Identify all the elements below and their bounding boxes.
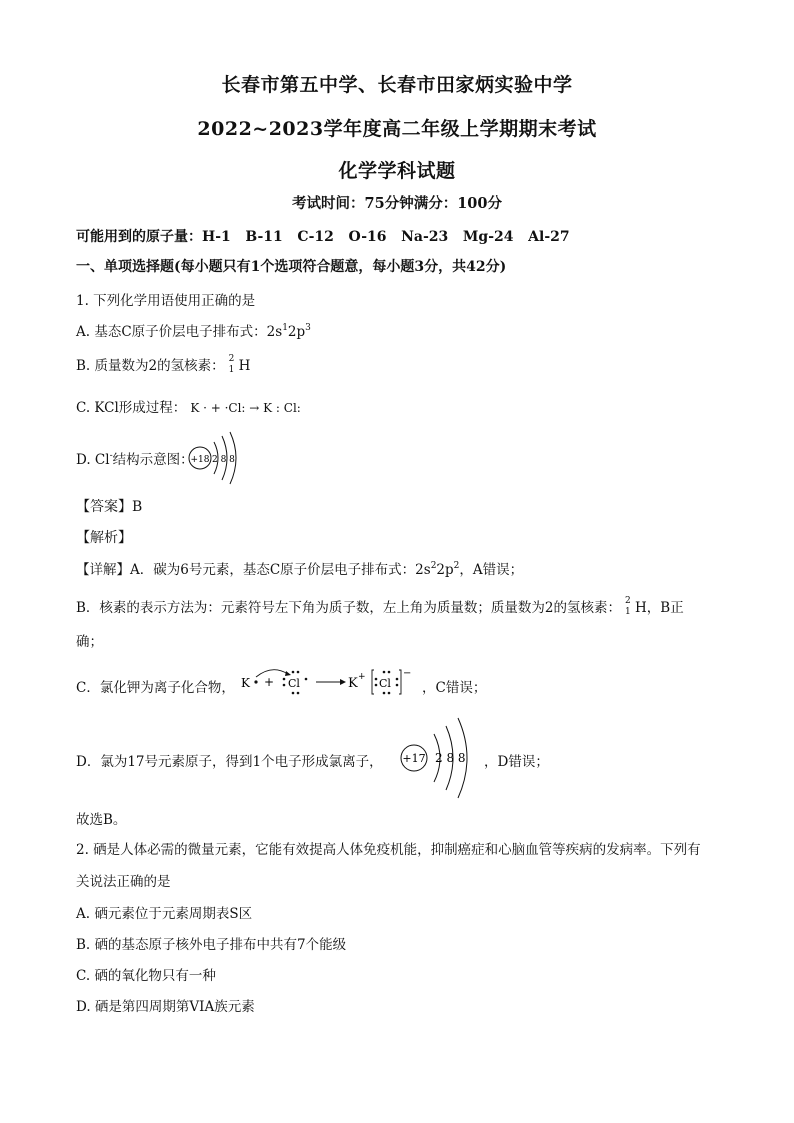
svg-text:+: +	[264, 675, 275, 689]
q1-option-b-mass: 2	[228, 354, 235, 364]
kcl-k-ion: K	[348, 676, 358, 691]
section-title: 一、单项选择题(每小题只有1个选项符合题意，每小题3分，共42分)	[76, 259, 507, 275]
kcl-k-symbol: K	[241, 676, 250, 690]
q2-stem-line1: 2. 硒是人体必需的微量元素，它能有效提高人体免疫机能，抑制癌症和心脑血管等疾病的发病率。下列有	[76, 842, 701, 858]
q1-option-d-nucleus: +18	[190, 455, 210, 465]
atomic-mass-mg: Mg-24	[462, 229, 514, 245]
q1-detail-b-cont: 确；	[76, 634, 103, 650]
svg-text:Cl: Cl	[288, 677, 300, 690]
atomic-masses-label: 可能用到的原子量：	[76, 229, 202, 245]
q1-option-a	[76, 320, 311, 340]
q1-option-b	[76, 354, 250, 376]
kcl-k-plus: +	[358, 672, 366, 682]
q1-option-d-label: D. Cl	[76, 452, 110, 468]
q1-option-a-text: A. 基态C原子价层电子排布式：2s	[76, 324, 283, 340]
q1-detail-c-text: C．氯化钾为离子化合物，	[76, 680, 235, 696]
q1-option-b-text: B. 质量数为2的氢核素：	[76, 358, 225, 374]
q1-option-d-sup: -	[109, 451, 113, 461]
q1-option-d-suffix: 结构示意图：	[112, 452, 194, 468]
exam-time: 考试时间：75分钟满分：100分	[292, 195, 502, 212]
atomic-mass-b: B-11	[245, 229, 283, 245]
q1-analysis-label: 【解析】	[76, 530, 132, 546]
q1-detail-c-suffix: ，C错误；	[422, 680, 487, 696]
q1-detail-b-symbol: H	[635, 600, 647, 616]
atomic-mass-na: Na-23	[401, 229, 449, 245]
atomic-mass-c: C-12	[297, 229, 334, 245]
q1-detail-d-suffix: ，D错误；	[484, 754, 549, 770]
q1-detail-b-text: B．核素的表示方法为：元素符号左下角为质子数，左上角为质量数；质量数为2的氢核素：	[76, 600, 622, 616]
q1-detail-d-structure-diagram	[398, 716, 480, 802]
exam-title: 2022~2023学年度高二年级上学期期末考试	[197, 118, 597, 140]
atomic-mass-al: Al-27	[528, 229, 570, 245]
school-title: 长春市第五中学、长春市田家炳实验中学	[221, 74, 573, 96]
q1-detail-a	[76, 558, 523, 578]
q1-detail-d-shells: 2 8 8	[435, 751, 466, 765]
q1-detail-a-mid: 2p	[436, 562, 454, 578]
q1-option-d-structure-diagram	[186, 428, 246, 488]
q1-detail-a-suffix: ，A错误；	[459, 562, 524, 578]
q1-option-d	[76, 448, 194, 468]
q1-detail-a-sup1: 2	[430, 561, 437, 571]
q1-stem: 1. 下列化学用语使用正确的是	[76, 293, 256, 309]
q1-answer: 【答案】B	[76, 499, 143, 515]
q1-conclusion: 故选B。	[76, 812, 127, 828]
q1-detail-d-text: D．氯为17号元素原子，得到1个电子形成氯离子，	[76, 754, 383, 770]
atomic-mass-o: O-16	[348, 229, 387, 245]
q1-option-b-nuclide	[229, 356, 239, 376]
q1-option-c-formula: K · + ·Cl: → K : Cl:	[190, 401, 301, 415]
q1-option-c-label: C. KCl形成过程：	[76, 400, 187, 416]
q1-detail-b-atomic: 1	[625, 607, 631, 617]
q1-detail-b-mass: 2	[625, 596, 631, 606]
q1-option-b-atomic: 1	[228, 365, 235, 375]
q1-detail-b-suffix: ，B正	[646, 600, 684, 616]
svg-text:−: −	[403, 668, 412, 679]
atomic-masses-line	[76, 226, 570, 246]
q1-option-b-symbol: H	[238, 358, 251, 374]
q2-option-b: B. 硒的基态原子核外电子排布中共有7个能级	[76, 937, 347, 953]
q1-detail-a-sup2: 2	[453, 561, 460, 571]
q2-option-c: C. 硒的氧化物只有一种	[76, 968, 216, 984]
kcl-cl-ion	[372, 668, 411, 694]
atomic-mass-h: H-1	[202, 229, 231, 245]
q1-detail-b-nuclide	[625, 598, 635, 618]
q1-detail-c-formation-diagram	[238, 660, 414, 704]
q1-detail-a-text: 【详解】A．碳为6号元素，基态C原子价层电子排布式：2s	[76, 562, 431, 578]
q2-option-a: A. 硒元素位于元素周期表S区	[76, 906, 253, 922]
q1-detail-d-nucleus: +17	[402, 752, 426, 765]
q1-option-a-sup1: 1	[282, 323, 288, 333]
q1-option-c	[76, 396, 301, 416]
q1-detail-b	[76, 596, 684, 618]
q1-option-a-mid: 2p	[287, 324, 306, 340]
svg-text:Cl: Cl	[379, 677, 391, 690]
q1-option-a-sup2: 3	[305, 323, 311, 333]
q1-option-d-shells: 2 8 8	[212, 455, 235, 465]
subject-title: 化学学科试题	[338, 160, 456, 182]
q2-option-d: D. 硒是第四周期第VIA族元素	[76, 999, 255, 1015]
q2-stem-line2: 关说法正确的是	[76, 874, 171, 890]
